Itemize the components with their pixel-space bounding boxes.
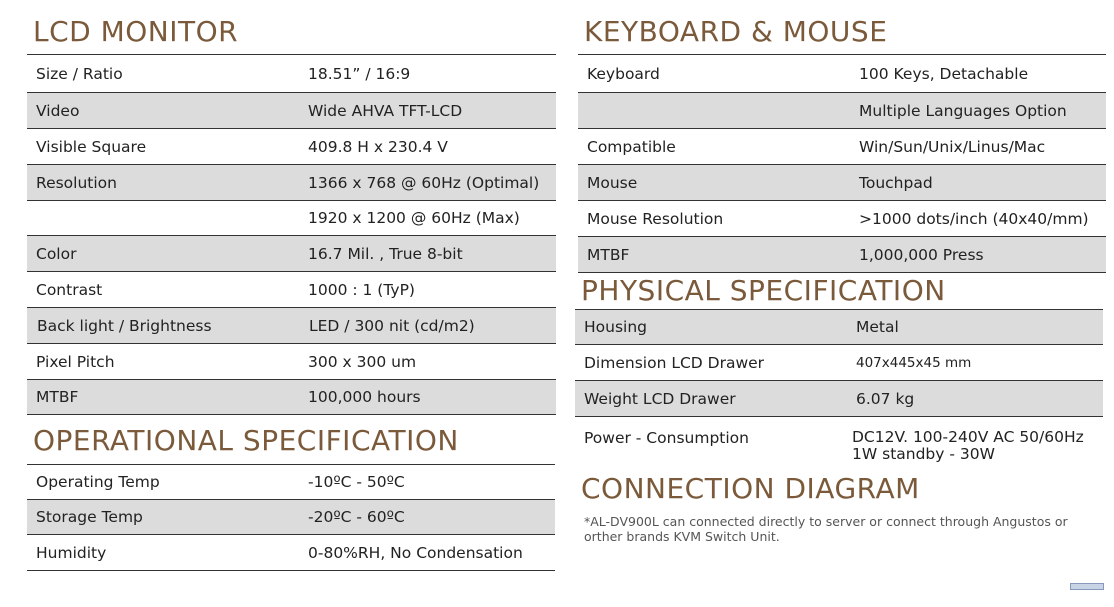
table-row — [27, 308, 556, 344]
table-row — [27, 129, 556, 165]
power-value-line-1: DC12V. 100-240V AC 50/60Hz — [852, 428, 1084, 446]
spec-value: 409.8 H x 230.4 V — [308, 137, 448, 156]
spec-label: Resolution — [36, 173, 117, 192]
spec-label: Visible Square — [36, 137, 147, 156]
table-row — [27, 272, 556, 308]
connection-diagram-heading: CONNECTION DIAGRAM — [581, 472, 920, 505]
spec-value: 1366 x 768 @ 60Hz (Optimal) — [308, 173, 540, 192]
table-row — [27, 236, 556, 272]
spec-value: 407x445x45 mm — [856, 354, 972, 371]
operational-spec-table — [27, 465, 555, 571]
spec-value: Win/Sun/Unix/Linus/Mac — [859, 137, 1046, 156]
table-row — [27, 344, 556, 380]
spec-label: Storage Temp — [36, 508, 143, 526]
spec-label: Mouse Resolution — [587, 209, 724, 228]
operational-spec-heading: OPERATIONAL SPECIFICATION — [33, 424, 459, 457]
table-row — [27, 165, 556, 201]
spec-label: Weight LCD Drawer — [584, 389, 736, 408]
table-row — [27, 465, 555, 500]
spec-label: Contrast — [36, 280, 103, 299]
table-row — [578, 129, 1106, 165]
spec-value — [852, 429, 1084, 463]
physical-spec-table — [575, 310, 1103, 471]
keyboard-mouse-table — [578, 55, 1106, 273]
spec-value: 0-80%RH, No Condensation — [308, 543, 523, 562]
spec-value: 1000 : 1 (TyP) — [308, 280, 415, 299]
spec-label: Dimension LCD Drawer — [584, 353, 765, 372]
power-value-line-2: 1W standby - 30W — [852, 445, 995, 463]
spec-label: Operating Temp — [36, 473, 160, 491]
spec-label: Compatible — [587, 137, 676, 156]
spec-value: Multiple Languages Option — [859, 101, 1067, 120]
table-row — [575, 417, 1103, 471]
spec-label: Mouse — [587, 173, 638, 192]
spec-value: -20ºC - 60ºC — [308, 508, 405, 526]
spec-label: MTBF — [587, 245, 630, 264]
connection-note — [584, 514, 1068, 544]
spec-label: Color — [36, 244, 77, 263]
spec-label: Keyboard — [587, 64, 660, 83]
table-row — [27, 93, 556, 129]
spec-value: 16.7 Mil. , True 8-bit — [308, 244, 463, 263]
spec-value: Touchpad — [859, 173, 933, 192]
spec-value: 300 x 300 um — [308, 352, 417, 371]
spec-label: Power - Consumption — [584, 429, 749, 447]
table-row — [575, 381, 1103, 417]
spec-value: -10ºC - 50ºC — [308, 473, 405, 491]
spec-value: 1920 x 1200 @ 60Hz (Max) — [308, 209, 520, 227]
table-row — [575, 345, 1103, 381]
lcd-monitor-table — [27, 55, 556, 415]
table-row — [27, 500, 555, 535]
spec-value: 100,000 hours — [308, 388, 421, 406]
connection-note-line-1: *AL-DV900L can connected directly to server or connect through Angustos or — [584, 514, 1068, 529]
physical-spec-heading: PHYSICAL SPECIFICATION — [581, 274, 946, 307]
table-row — [578, 165, 1106, 201]
spec-value: 100 Keys, Detachable — [859, 64, 1029, 83]
spec-label: Pixel Pitch — [36, 352, 115, 371]
spec-label: Housing — [584, 318, 648, 336]
spec-label: Back light / Brightness — [37, 316, 212, 335]
spec-value: Metal — [856, 318, 899, 336]
spec-value: LED / 300 nit (cd/m2) — [309, 316, 475, 335]
table-row — [578, 201, 1106, 237]
table-row — [578, 93, 1106, 129]
spec-label: Video — [36, 101, 80, 120]
table-row — [27, 55, 556, 93]
lcd-monitor-heading: LCD MONITOR — [33, 15, 239, 48]
table-row — [578, 55, 1106, 93]
keyboard-mouse-heading: KEYBOARD & MOUSE — [584, 15, 888, 48]
spec-value: Wide AHVA TFT-LCD — [308, 101, 463, 120]
spec-value: >1000 dots/inch (40x40/mm) — [859, 209, 1089, 228]
table-row — [575, 310, 1103, 345]
table-row — [578, 237, 1106, 273]
spec-label: Size / Ratio — [36, 64, 123, 83]
table-row — [27, 380, 556, 415]
table-row — [27, 535, 555, 571]
connection-note-line-2: orther brands KVM Switch Unit. — [584, 529, 780, 544]
spec-label: MTBF — [36, 388, 79, 406]
table-row — [27, 201, 556, 236]
spec-value: 6.07 kg — [856, 389, 915, 408]
scrollbar-thumb[interactable] — [1070, 583, 1104, 590]
spec-value: 1,000,000 Press — [859, 245, 984, 264]
spec-label: Humidity — [36, 543, 107, 562]
spec-value: 18.51” / 16:9 — [308, 64, 411, 83]
